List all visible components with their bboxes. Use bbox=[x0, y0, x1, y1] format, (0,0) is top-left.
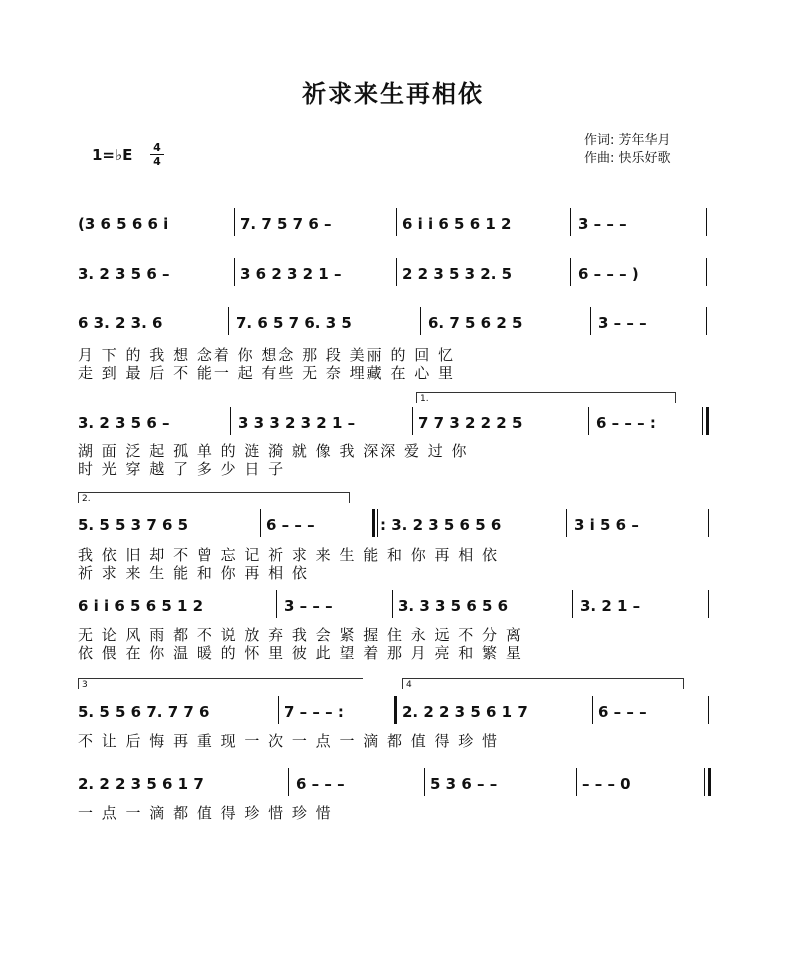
volta-bracket: 1. bbox=[416, 392, 676, 403]
measure: 3. 2 3 5 6 – bbox=[78, 265, 170, 283]
lyric-line: 时 光 穿 越 了 多 少 日 子 bbox=[78, 460, 286, 478]
measure: 3. 2 3 5 6 – bbox=[78, 414, 170, 432]
meter-top: 4 bbox=[153, 141, 161, 154]
composer-credit: 作曲: 快乐好歌 bbox=[584, 151, 671, 166]
key-signature: 1=♭E bbox=[92, 146, 133, 164]
volta-bracket: 2. bbox=[78, 492, 350, 503]
measure: 7. 6 5 7 6. 3 5 bbox=[236, 314, 352, 332]
measure: 6 – – – bbox=[598, 703, 647, 721]
lyric-line: 不 让 后 悔 再 重 现 一 次 一 点 一 滴 都 值 得 珍 惜 bbox=[78, 732, 500, 750]
measure: 6 – – – : bbox=[596, 414, 656, 432]
lyricist-credit: 作词: 芳年华月 bbox=[584, 133, 671, 148]
measure: 2 2 3 5 3 2. 5 bbox=[402, 265, 513, 283]
measure: 6 – – – bbox=[266, 516, 315, 534]
lyric-line: 走 到 最 后 不 能一 起 有些 无 奈 埋藏 在 心 里 bbox=[78, 364, 455, 382]
meter-bottom: 4 bbox=[153, 155, 161, 168]
measure: 2. 2 2 3 5 6 1 7 bbox=[78, 775, 204, 793]
measure: – – – 0 bbox=[582, 775, 631, 793]
measure: 3 3 3 2 3 2 1 – bbox=[238, 414, 356, 432]
lyric-line: 月 下 的 我 想 念着 你 想念 那 段 美丽 的 回 忆 bbox=[78, 346, 455, 364]
measure: 3. 3 3 5 6 5 6 bbox=[398, 597, 509, 615]
measure: 2. 2 2 3 5 6 1 7 bbox=[402, 703, 528, 721]
measure: 3 6 2 3 2 1 – bbox=[240, 265, 342, 283]
lyric-line: 祈 求 来 生 能 和 你 再 相 依 bbox=[78, 564, 309, 582]
lyric-line: 一 点 一 滴 都 值 得 珍 惜 珍 惜 bbox=[78, 804, 333, 822]
measure: 7 7 3 2 2 2 5 bbox=[418, 414, 523, 432]
measure: 3 i 5 6 – bbox=[574, 516, 639, 534]
lyric-line: 无 论 风 雨 都 不 说 放 弃 我 会 紧 握 住 永 远 不 分 离 bbox=[78, 626, 523, 644]
lyric-line: 依 偎 在 你 温 暖 的 怀 里 彼 此 望 着 那 月 亮 和 繁 星 bbox=[78, 644, 523, 662]
measure: (3 6 5 6 6 i bbox=[78, 215, 169, 233]
measure: 7. 7 5 7 6 – bbox=[240, 215, 332, 233]
measure: 6 – – – bbox=[296, 775, 345, 793]
measure: 5. 5 5 3 7 6 5 bbox=[78, 516, 189, 534]
measure: 3 – – – bbox=[578, 215, 627, 233]
measure: 7 – – – : bbox=[284, 703, 344, 721]
lyric-line: 湖 面 泛 起 孤 单 的 涟 漪 就 像 我 深深 爱 过 你 bbox=[78, 442, 469, 460]
measure: 6 i i 6 5 6 5 1 2 bbox=[78, 597, 204, 615]
volta-bracket: 4 bbox=[402, 678, 684, 689]
song-title: 祈求来生再相依 bbox=[302, 80, 484, 108]
measure: 5 3 6 – – bbox=[430, 775, 498, 793]
measure: 3. 2 1 – bbox=[580, 597, 641, 615]
measure: 6. 7 5 6 2 5 bbox=[428, 314, 523, 332]
lyric-line: 我 依 旧 却 不 曾 忘 记 祈 求 来 生 能 和 你 再 相 依 bbox=[78, 546, 500, 564]
measure: 6 – – – ) bbox=[578, 265, 639, 283]
measure: 3 – – – bbox=[598, 314, 647, 332]
measure: 6 i i 6 5 6 1 2 bbox=[402, 215, 512, 233]
volta-bracket: 3 bbox=[78, 678, 363, 689]
measure: 5. 5 5 6 7. 7 7 6 bbox=[78, 703, 210, 721]
time-signature bbox=[150, 142, 164, 167]
measure: : 3. 2 3 5 6 5 6 bbox=[380, 516, 502, 534]
measure: 6 3. 2 3. 6 bbox=[78, 314, 163, 332]
measure: 3 – – – bbox=[284, 597, 333, 615]
